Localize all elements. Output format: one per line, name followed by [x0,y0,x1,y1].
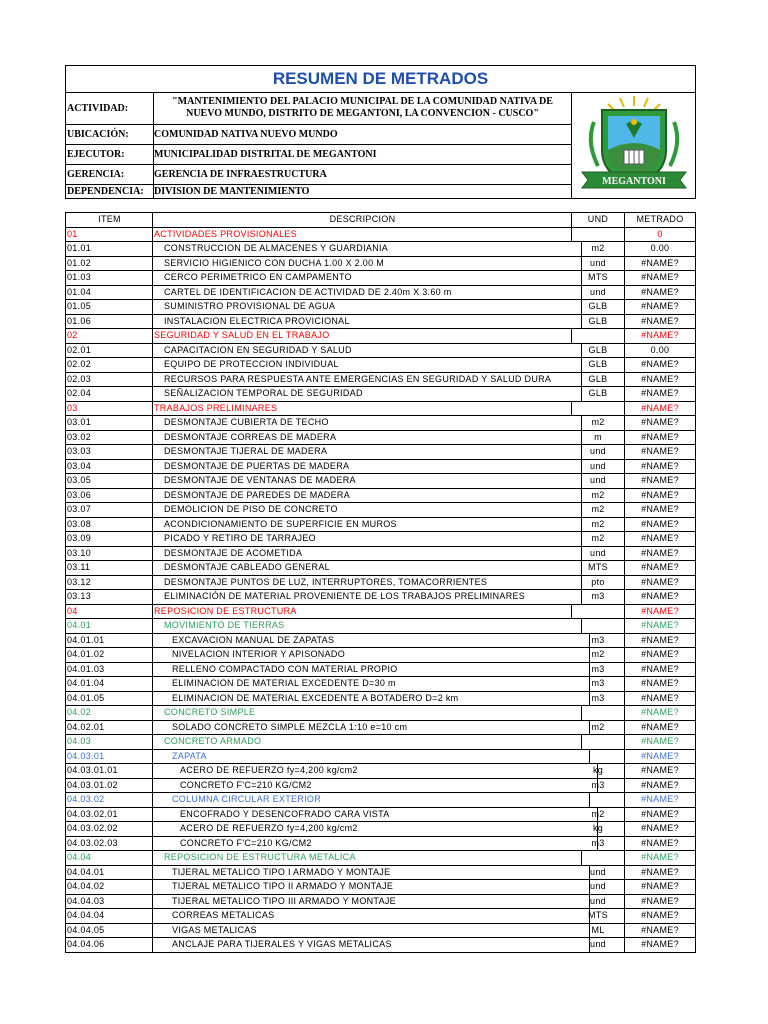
item-cell: 01 [66,228,153,242]
metrado-cell: #NAME? [641,765,679,775]
item-cell: 04.01.05 [66,692,153,706]
metrado-cell: #NAME? [641,678,679,688]
description-cell: DESMONTAJE PUNTOS DE LUZ, INTERRUPTORES, TOMACORRIENTES [154,576,582,590]
description-cell: RELLENO COMPACTADO CON MATERIAL PROPIO [154,663,590,677]
unit-cell: MTS [572,271,625,285]
metrado-cell: #NAME? [641,779,679,790]
unit-cell: GLB [572,358,625,372]
table-row [66,851,695,866]
table-row [66,358,695,373]
unit-cell: kg [572,822,625,836]
item-cell: 01.01 [66,242,153,256]
description-cell: DESMONTAJE CORREAS DE MADERA [154,431,582,445]
table-row [66,547,695,562]
unit-cell [572,605,625,619]
description-cell: DESMONTAJE CABLEADO GENERAL [154,561,582,575]
metrado-cell: #NAME? [641,910,679,920]
item-cell: 03.02 [66,431,153,445]
table-row [66,721,695,736]
table-row [66,938,695,952]
item-cell: 04.02.01 [66,721,153,735]
metrado-cell: #NAME? [641,576,679,587]
metrado-cell: #NAME? [641,315,679,326]
table-row [66,880,695,895]
table-row [66,257,695,272]
table-row [66,750,695,765]
description-cell: RECURSOS PARA RESPUESTA ANTE EMERGENCIAS EN SEGURIDAD Y SALUD DURA [154,373,582,387]
table-row [66,779,695,794]
unit-cell: m3 [572,677,625,691]
description-cell: EXCAVACION MANUAL DE ZAPATAS [154,634,590,648]
unit-cell: und [572,895,625,909]
table-row [66,228,695,243]
item-cell: 04.04.05 [66,924,153,938]
description-cell: ENCOFRADO Y DESENCOFRADO CARA VISTA [154,808,598,822]
unit-cell: m3 [572,837,625,851]
unit-cell: GLB [572,315,625,329]
metrado-cell: #NAME? [641,692,679,703]
gerencia-value: GERENCIA DE INFRAESTRUCTURA [154,169,327,180]
description-cell: ELIMINACION DE MATERIAL EXCEDENTE D=30 m [154,677,590,691]
table-row [66,605,695,620]
unit-cell [572,228,625,242]
metrado-cell: #NAME? [641,605,679,616]
description-cell: DEMOLICION DE PISO DE CONCRETO [154,503,582,517]
unit-cell: m2 [572,503,625,517]
unit-cell: m2 [572,808,625,822]
metrado-cell: #NAME? [641,895,679,906]
metrado-cell: #NAME? [641,330,679,340]
item-cell: 04.01 [66,619,153,633]
unit-cell [572,735,625,749]
metrado-cell: 0.00 [650,243,670,253]
item-cell: 03.13 [66,590,153,604]
metrado-cell: #NAME? [641,373,679,384]
metrado-cell: #NAME? [641,663,679,674]
metrado-cell: #NAME? [641,431,679,442]
table-row [66,344,695,359]
metrado-cell: #NAME? [641,533,679,543]
metrado-cell: #NAME? [641,504,679,514]
item-cell: 02.01 [66,344,153,358]
item-cell: 01.03 [66,271,153,285]
item-cell: 02.04 [66,387,153,401]
column-header-metrado: METRADO [636,214,684,224]
header-row-ejecutor [66,145,571,165]
description-cell: REPOSICION DE ESTRUCTURA [154,605,572,619]
metrado-cell: #NAME? [641,417,679,427]
metrado-cell: #NAME? [641,620,679,630]
item-cell: 01.06 [66,315,153,329]
unit-cell: GLB [572,387,625,401]
description-cell: DESMONTAJE TIJERAL DE MADERA [154,445,582,459]
table-row [66,692,695,707]
table-row [66,445,695,460]
item-cell: 03.09 [66,532,153,546]
table-row [66,909,695,924]
description-cell: MOVIMIENTO DE TIERRAS [154,619,582,633]
metrado-cell: #NAME? [641,591,679,601]
metrado-cell: 0 [657,228,663,239]
item-cell: 04.03.02.01 [66,808,153,822]
metrado-cell: #NAME? [641,794,679,804]
item-cell: 03.01 [66,416,153,430]
unit-cell: und [572,460,625,474]
metrado-cell: #NAME? [641,939,679,949]
unit-cell: kg [572,764,625,778]
metrado-cell: #NAME? [641,257,679,268]
description-cell: SEÑALIZACION TEMPORAL DE SEGURIDAD [154,387,582,401]
description-cell: SERVICIO HIGIENICO CON DUCHA 1.00 X 2.00 M [154,257,582,271]
unit-cell: m2 [572,518,625,532]
item-cell: 04 [66,605,153,619]
unit-cell [572,402,625,416]
metrado-cell: #NAME? [641,518,679,529]
table-row [66,663,695,678]
description-cell: ANCLAJE PARA TIJERALES Y VIGAS METALICAS [154,938,590,952]
table-row [66,866,695,881]
description-cell: EQUIPO DE PROTECCION INDIVIDUAL [154,358,582,372]
header-row-ubicacion [66,125,571,145]
metrado-cell: #NAME? [641,808,679,819]
metrado-cell: #NAME? [641,402,679,413]
item-cell: 04.03 [66,735,153,749]
metrado-cell: #NAME? [641,475,679,485]
item-cell: 03.03 [66,445,153,459]
description-cell: TIJERAL METALICO TIPO I ARMADO Y MONTAJE [154,866,590,880]
item-cell: 01.02 [66,257,153,271]
unit-cell: ML [572,924,625,938]
item-cell: 04.04 [66,851,153,865]
item-cell: 04.04.02 [66,880,153,894]
unit-cell: m [572,431,625,445]
metrado-cell: #NAME? [641,823,679,833]
table-row [66,634,695,649]
table-row [66,518,695,533]
table-row [66,416,695,431]
item-cell: 02 [66,329,153,343]
description-cell: TIJERAL METALICO TIPO III ARMADO Y MONTAJE [154,895,590,909]
table-row [66,576,695,591]
item-cell: 03.10 [66,547,153,561]
description-cell: TIJERAL METALICO TIPO II ARMADO Y MONTAJE [154,880,590,894]
metrado-cell: #NAME? [641,460,679,471]
unit-cell: und [572,547,625,561]
metrado-cell: #NAME? [641,272,679,282]
column-header-descripcion: DESCRIPCION [154,213,572,227]
unit-cell: m2 [572,489,625,503]
column-header-item: ITEM [66,213,153,227]
table-row [66,286,695,301]
table-row [66,706,695,721]
metrado-cell: #NAME? [641,750,679,761]
header-row-gerencia [66,165,571,185]
metrado-cell: #NAME? [641,881,679,891]
description-cell: ELIMINACION DE MATERIAL EXCEDENTE A BOTADERO D=2 km [154,692,590,706]
metrado-cell: #NAME? [641,562,679,572]
unit-cell: MTS [572,561,625,575]
metrado-cell: #NAME? [641,837,679,848]
description-cell: CONCRETO F'C=210 KG/CM2 [154,779,598,793]
description-cell: CONCRETO ARMADO [154,735,582,749]
item-cell: 02.02 [66,358,153,372]
description-cell: DESMONTAJE DE VENTANAS DE MADERA [154,474,582,488]
table-row [66,619,695,634]
unit-cell: GLB [572,344,625,358]
document-header [65,65,696,199]
description-cell: CONCRETO SIMPLE [154,706,582,720]
description-cell: CONSTRUCCION DE ALMACENES Y GUARDIANIA [154,242,582,256]
unit-cell: GLB [572,373,625,387]
unit-cell: m2 [572,242,625,256]
description-cell: DESMONTAJE CUBIERTA DE TECHO [154,416,582,430]
description-cell: SOLADO CONCRETO SIMPLE MEZCLA 1:10 e=10 cm [154,721,590,735]
description-cell: DESMONTAJE DE ACOMETIDA [154,547,582,561]
metrado-cell: #NAME? [641,388,679,398]
unit-cell [572,793,625,807]
unit-cell: und [572,257,625,271]
table-row [66,561,695,576]
actividad-label: ACTIVIDAD: [67,92,154,124]
metrado-cell: #NAME? [641,547,679,558]
megantoni-shield-logo [572,92,696,198]
description-cell: ACERO DE REFUERZO fy=4,200 kg/cm2 [154,764,598,778]
unit-cell: und [572,880,625,894]
metrado-cell: #NAME? [641,359,679,369]
description-cell: ZAPATA [154,750,590,764]
item-cell: 04.01.02 [66,648,153,662]
item-cell: 04.01.04 [66,677,153,691]
description-cell: REPOSICION DE ESTRUCTURA METALICA [154,851,582,865]
item-cell: 04.04.06 [66,938,153,952]
logo-area [571,92,696,198]
unit-cell: m3 [572,590,625,604]
description-cell: VIGAS METALICAS [154,924,590,938]
table-row [66,764,695,779]
metrado-cell: #NAME? [641,301,679,311]
table-row [66,895,695,910]
table-row [66,590,695,605]
table-row [66,808,695,823]
item-cell: 03 [66,402,153,416]
table-row [66,489,695,504]
metrados-table [65,212,696,953]
table-row [66,271,695,286]
metrado-cell: #NAME? [641,866,679,877]
description-cell: PICADO Y RETIRO DE TARRAJEO [154,532,582,546]
item-cell: 03.05 [66,474,153,488]
unit-cell: m3 [572,663,625,677]
item-cell: 03.08 [66,518,153,532]
unit-cell: und [572,445,625,459]
description-cell: NIVELACION INTERIOR Y APISONADO [154,648,590,662]
ejecutor-value: MUNICIPALIDAD DISTRITAL DE MEGANTONI [154,149,377,160]
unit-cell: GLB [572,300,625,314]
table-row [66,532,695,547]
unit-cell: und [572,286,625,300]
table-row [66,402,695,417]
unit-cell: m2 [572,416,625,430]
unit-cell: m2 [572,532,625,546]
unit-cell: und [572,866,625,880]
metrado-cell: #NAME? [641,924,679,935]
unit-cell: MTS [572,909,625,923]
description-cell: SUMINISTRO PROVISIONAL DE AGUA [154,300,582,314]
unit-cell: und [572,474,625,488]
unit-cell: m3 [572,634,625,648]
ubicacion-value: COMUNIDAD NATIVA NUEVO MUNDO [154,129,338,140]
table-row [66,677,695,692]
table-row [66,242,695,257]
item-cell: 04.01.03 [66,663,153,677]
unit-cell: m3 [572,779,625,793]
dependencia-value: DIVISION DE MANTENIMIENTO [154,186,310,197]
metrado-cell: #NAME? [641,649,679,659]
gerencia-label: GERENCIA: [67,165,154,184]
description-cell: ACERO DE REFUERZO fy=4,200 kg/cm2 [154,822,598,836]
item-cell: 04.03.01.01 [66,764,153,778]
unit-cell [572,619,625,633]
unit-cell [572,329,625,343]
table-row [66,822,695,837]
item-cell: 03.12 [66,576,153,590]
description-cell: ELIMINACIÓN DE MATERIAL PROVENIENTE DE LOS TRABAJOS PRELIMINARES [154,590,582,604]
item-cell: 04.04.04 [66,909,153,923]
description-cell: ACONDICIONAMIENTO DE SUPERFICIE EN MUROS [154,518,582,532]
table-row [66,460,695,475]
table-row [66,373,695,388]
ubicacion-label: UBICACIÓN: [67,125,154,144]
table-row [66,735,695,750]
item-cell: 04.03.01 [66,750,153,764]
description-cell: CORREAS METALICAS [154,909,590,923]
description-cell: TRABAJOS PRELIMINARES [154,402,572,416]
item-cell: 02.03 [66,373,153,387]
item-cell: 04.04.03 [66,895,153,909]
logo-ribbon-text: MEGANTONI [602,176,666,187]
item-cell: 03.04 [66,460,153,474]
item-cell: 04.03.02.02 [66,822,153,836]
unit-cell: m2 [572,648,625,662]
column-header-und: UND [572,213,625,227]
metrado-cell: #NAME? [641,852,679,862]
table-row [66,924,695,939]
metrado-cell: #NAME? [641,446,679,456]
description-cell: CARTEL DE IDENTIFICACION DE ACTIVIDAD DE 2.40m X 3.60 m [154,286,582,300]
description-cell: CONCRETO F'C=210 KG/CM2 [154,837,598,851]
description-cell: CERCO PERIMETRICO EN CAMPAMENTO [154,271,582,285]
table-row [66,329,695,344]
item-cell: 04.04.01 [66,866,153,880]
metrado-cell: #NAME? [641,634,679,645]
item-cell: 04.03.02 [66,793,153,807]
description-cell: ACTIVIDADES PROVISIONALES [154,228,572,242]
unit-cell [572,851,625,865]
description-cell: SEGURIDAD Y SALUD EN EL TRABAJO [154,329,572,343]
table-row [66,315,695,330]
table-row [66,300,695,315]
item-cell: 04.01.01 [66,634,153,648]
actividad-value: "MANTENIMIENTO DEL PALACIO MUNICIPAL DE LA COMUNIDAD NATIVA DE NUEVO MUNDO, DISTRITO DE MEGANTONI, LA CONVENCION - CUSCO" [172,96,553,119]
item-cell: 04.02 [66,706,153,720]
table-row [66,431,695,446]
item-cell: 03.06 [66,489,153,503]
description-cell: INSTALACION ELECTRICA PROVICIONAL [154,315,582,329]
unit-cell: pto [572,576,625,590]
metrado-cell: 0.00 [650,344,670,355]
unit-cell [572,706,625,720]
item-cell: 04.03.01.02 [66,779,153,793]
dependencia-label: DEPENDENCIA: [67,185,154,198]
table-row [66,793,695,808]
item-cell: 03.11 [66,561,153,575]
item-cell: 04.03.02.03 [66,837,153,851]
description-cell: CAPACITACION EN SEGURIDAD Y SALUD [154,344,582,358]
metrado-cell: #NAME? [641,489,679,500]
description-cell: COLUMNA CIRCULAR EXTERIOR [154,793,590,807]
unit-cell: und [572,938,625,952]
item-cell: 01.04 [66,286,153,300]
item-cell: 01.05 [66,300,153,314]
unit-cell: m2 [572,721,625,735]
ejecutor-label: EJECUTOR: [67,145,154,164]
table-row [66,648,695,663]
item-cell: 03.07 [66,503,153,517]
table-row [66,837,695,852]
page-title: RESUMEN DE METRADOS [66,66,695,93]
metrado-cell: #NAME? [641,286,679,297]
unit-cell: m3 [572,692,625,706]
unit-cell [572,750,625,764]
table-header-row [66,213,695,228]
header-row-dependencia [66,185,571,198]
table-row [66,474,695,489]
description-cell: DESMONTAJE DE PAREDES DE MADERA [154,489,582,503]
description-cell: DESMONTAJE DE PUERTAS DE MADERA [154,460,582,474]
table-row [66,387,695,402]
header-row-actividad [66,92,571,125]
metrado-cell: #NAME? [641,721,679,732]
metrado-cell: #NAME? [641,707,679,717]
table-row [66,503,695,518]
metrado-cell: #NAME? [641,736,679,746]
